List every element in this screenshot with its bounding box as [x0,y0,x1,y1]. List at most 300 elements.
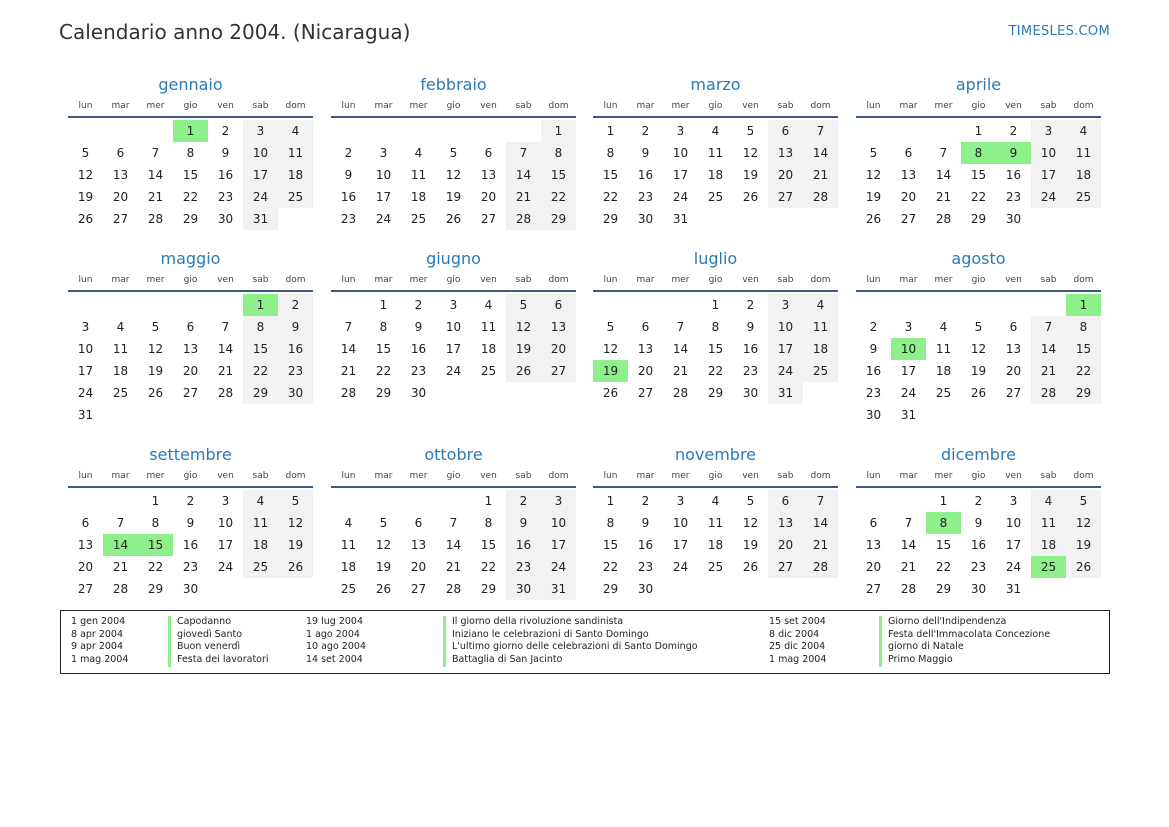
day-cell[interactable]: 4 [414,146,423,160]
day-cell[interactable]: 13 [768,512,803,534]
day-cell[interactable]: 18 [1031,534,1066,556]
day-cell[interactable]: 8 [606,146,615,160]
day-cell[interactable]: 12 [77,168,94,182]
day-cell[interactable]: 7 [344,320,353,334]
day-cell[interactable]: 28 [803,556,838,578]
day-cell[interactable]: 20 [77,560,94,574]
day-cell[interactable]: 27 [1005,386,1022,400]
day-cell[interactable]: 31 [672,212,689,226]
day-cell[interactable]: 19 [278,534,313,556]
day-cell[interactable]: 6 [484,146,493,160]
day-cell[interactable]: 22 [1066,360,1101,382]
day-cell[interactable]: 8 [151,516,160,530]
day-cell[interactable]: 22 [935,560,952,574]
day-cell[interactable]: 19 [865,190,882,204]
day-cell[interactable]: 9 [746,320,755,334]
day-cell[interactable]: 25 [707,190,724,204]
day-cell[interactable]: 4 [711,494,720,508]
day-cell[interactable]: 22 [541,186,576,208]
day-cell[interactable]: 31 [1005,582,1022,596]
day-cell[interactable]: 10 [1005,516,1022,530]
day-cell[interactable]: 3 [1031,120,1066,142]
day-cell[interactable]: 10 [375,168,392,182]
day-cell[interactable]: 19 [742,168,759,182]
day-cell[interactable]: 13 [182,342,199,356]
day-cell[interactable]: 3 [1009,494,1018,508]
day-cell[interactable]: 19 [147,364,164,378]
day-cell[interactable]: 24 [1031,186,1066,208]
day-cell[interactable]: 17 [243,164,278,186]
day-cell[interactable]: 24 [1005,560,1022,574]
brand-logo-text[interactable]: TIMESLES.COM [1008,24,1110,39]
day-cell[interactable]: 19 [506,338,541,360]
day-cell[interactable]: 9 [869,342,878,356]
day-cell[interactable]: 29 [480,582,497,596]
day-cell[interactable]: 21 [803,534,838,556]
day-cell[interactable]: 20 [182,364,199,378]
day-cell[interactable]: 3 [81,320,90,334]
day-cell[interactable]: 22 [243,360,278,382]
day-cell[interactable]: 26 [278,556,313,578]
day-cell[interactable]: 4 [116,320,125,334]
day-cell[interactable]: 19 [1066,534,1101,556]
holiday-day-cell[interactable]: 8 [961,142,996,164]
day-cell[interactable]: 9 [641,516,650,530]
day-cell[interactable]: 24 [375,212,392,226]
day-cell[interactable]: 2 [278,294,313,316]
day-cell[interactable]: 14 [803,512,838,534]
day-cell[interactable]: 29 [935,582,952,596]
day-cell[interactable]: 5 [1066,490,1101,512]
day-cell[interactable]: 12 [278,512,313,534]
day-cell[interactable]: 23 [217,190,234,204]
day-cell[interactable]: 26 [506,360,541,382]
day-cell[interactable]: 7 [221,320,230,334]
day-cell[interactable]: 28 [803,186,838,208]
day-cell[interactable]: 17 [77,364,94,378]
day-cell[interactable]: 1 [151,494,160,508]
day-cell[interactable]: 6 [768,120,803,142]
holiday-day-cell[interactable]: 8 [926,512,961,534]
day-cell[interactable]: 26 [445,212,462,226]
day-cell[interactable]: 28 [147,212,164,226]
day-cell[interactable]: 25 [935,386,952,400]
day-cell[interactable]: 14 [506,164,541,186]
day-cell[interactable]: 25 [112,386,129,400]
day-cell[interactable]: 23 [970,560,987,574]
day-cell[interactable]: 19 [742,538,759,552]
day-cell[interactable]: 11 [803,316,838,338]
day-cell[interactable]: 20 [637,364,654,378]
day-cell[interactable]: 9 [414,320,423,334]
day-cell[interactable]: 30 [742,386,759,400]
day-cell[interactable]: 23 [506,556,541,578]
day-cell[interactable]: 30 [217,212,234,226]
day-cell[interactable]: 21 [900,560,917,574]
holiday-day-cell[interactable]: 1 [1066,294,1101,316]
day-cell[interactable]: 6 [641,320,650,334]
day-cell[interactable]: 30 [506,578,541,600]
day-cell[interactable]: 24 [243,186,278,208]
holiday-day-cell[interactable]: 1 [243,294,278,316]
holiday-day-cell[interactable]: 14 [103,534,138,556]
day-cell[interactable]: 11 [278,142,313,164]
day-cell[interactable]: 30 [410,386,427,400]
day-cell[interactable]: 7 [803,490,838,512]
day-cell[interactable]: 7 [151,146,160,160]
holiday-day-cell[interactable]: 10 [891,338,926,360]
day-cell[interactable]: 17 [768,338,803,360]
day-cell[interactable]: 26 [375,582,392,596]
day-cell[interactable]: 15 [970,168,987,182]
day-cell[interactable]: 25 [1066,186,1101,208]
day-cell[interactable]: 23 [742,364,759,378]
day-cell[interactable]: 7 [939,146,948,160]
day-cell[interactable]: 8 [243,316,278,338]
day-cell[interactable]: 24 [672,190,689,204]
day-cell[interactable]: 4 [484,298,493,312]
day-cell[interactable]: 20 [1005,364,1022,378]
day-cell[interactable]: 7 [1031,316,1066,338]
day-cell[interactable]: 5 [278,490,313,512]
day-cell[interactable]: 6 [116,146,125,160]
day-cell[interactable]: 16 [637,168,654,182]
day-cell[interactable]: 23 [410,364,427,378]
day-cell[interactable]: 13 [637,342,654,356]
day-cell[interactable]: 27 [480,212,497,226]
day-cell[interactable]: 21 [935,190,952,204]
day-cell[interactable]: 2 [221,124,230,138]
day-cell[interactable]: 29 [707,386,724,400]
day-cell[interactable]: 26 [970,386,987,400]
day-cell[interactable]: 31 [243,208,278,230]
day-cell[interactable]: 11 [243,512,278,534]
day-cell[interactable]: 16 [217,168,234,182]
day-cell[interactable]: 25 [340,582,357,596]
day-cell[interactable]: 12 [445,168,462,182]
day-cell[interactable]: 28 [217,386,234,400]
day-cell[interactable]: 27 [900,212,917,226]
day-cell[interactable]: 11 [1031,512,1066,534]
day-cell[interactable]: 7 [904,516,913,530]
day-cell[interactable]: 10 [243,142,278,164]
day-cell[interactable]: 27 [865,582,882,596]
day-cell[interactable]: 1 [606,124,615,138]
day-cell[interactable]: 15 [541,164,576,186]
day-cell[interactable]: 29 [541,208,576,230]
day-cell[interactable]: 28 [900,582,917,596]
day-cell[interactable]: 29 [602,582,619,596]
day-cell[interactable]: 4 [1066,120,1101,142]
day-cell[interactable]: 5 [81,146,90,160]
day-cell[interactable]: 1 [484,494,493,508]
day-cell[interactable]: 14 [672,342,689,356]
day-cell[interactable]: 30 [278,382,313,404]
day-cell[interactable]: 27 [541,360,576,382]
day-cell[interactable]: 8 [541,142,576,164]
day-cell[interactable]: 17 [375,190,392,204]
day-cell[interactable]: 22 [375,364,392,378]
day-cell[interactable]: 21 [445,560,462,574]
day-cell[interactable]: 5 [151,320,160,334]
day-cell[interactable]: 1 [541,120,576,142]
day-cell[interactable]: 16 [865,364,882,378]
day-cell[interactable]: 7 [803,120,838,142]
day-cell[interactable]: 18 [480,342,497,356]
day-cell[interactable]: 6 [1009,320,1018,334]
day-cell[interactable]: 26 [77,212,94,226]
day-cell[interactable]: 26 [147,386,164,400]
day-cell[interactable]: 6 [414,516,423,530]
day-cell[interactable]: 14 [1031,338,1066,360]
day-cell[interactable]: 30 [637,582,654,596]
day-cell[interactable]: 5 [869,146,878,160]
day-cell[interactable]: 21 [112,560,129,574]
day-cell[interactable]: 5 [379,516,388,530]
day-cell[interactable]: 28 [340,386,357,400]
day-cell[interactable]: 17 [445,342,462,356]
day-cell[interactable]: 28 [935,212,952,226]
day-cell[interactable]: 2 [506,490,541,512]
day-cell[interactable]: 10 [672,146,689,160]
day-cell[interactable]: 12 [742,516,759,530]
day-cell[interactable]: 3 [904,320,913,334]
day-cell[interactable]: 21 [803,164,838,186]
day-cell[interactable]: 9 [221,146,230,160]
day-cell[interactable]: 10 [445,320,462,334]
day-cell[interactable]: 25 [707,560,724,574]
day-cell[interactable]: 12 [375,538,392,552]
day-cell[interactable]: 8 [484,516,493,530]
day-cell[interactable]: 10 [1031,142,1066,164]
day-cell[interactable]: 12 [147,342,164,356]
day-cell[interactable]: 27 [410,582,427,596]
day-cell[interactable]: 29 [147,582,164,596]
day-cell[interactable]: 17 [541,534,576,556]
day-cell[interactable]: 18 [803,338,838,360]
day-cell[interactable]: 29 [375,386,392,400]
day-cell[interactable]: 11 [707,146,724,160]
day-cell[interactable]: 11 [410,168,427,182]
day-cell[interactable]: 14 [147,168,164,182]
day-cell[interactable]: 4 [711,124,720,138]
day-cell[interactable]: 8 [379,320,388,334]
day-cell[interactable]: 3 [379,146,388,160]
day-cell[interactable]: 8 [711,320,720,334]
day-cell[interactable]: 16 [970,538,987,552]
day-cell[interactable]: 7 [449,516,458,530]
day-cell[interactable]: 2 [641,494,650,508]
day-cell[interactable]: 10 [217,516,234,530]
day-cell[interactable]: 27 [768,186,803,208]
day-cell[interactable]: 20 [112,190,129,204]
day-cell[interactable]: 19 [77,190,94,204]
day-cell[interactable]: 27 [77,582,94,596]
day-cell[interactable]: 31 [541,578,576,600]
day-cell[interactable]: 21 [147,190,164,204]
day-cell[interactable]: 2 [746,298,755,312]
day-cell[interactable]: 15 [602,538,619,552]
day-cell[interactable]: 27 [768,556,803,578]
day-cell[interactable]: 13 [900,168,917,182]
holiday-day-cell[interactable]: 19 [593,360,628,382]
day-cell[interactable]: 9 [506,512,541,534]
day-cell[interactable]: 23 [182,560,199,574]
day-cell[interactable]: 6 [186,320,195,334]
day-cell[interactable]: 18 [935,364,952,378]
day-cell[interactable]: 4 [243,490,278,512]
day-cell[interactable]: 13 [768,142,803,164]
day-cell[interactable]: 26 [865,212,882,226]
day-cell[interactable]: 13 [112,168,129,182]
day-cell[interactable]: 13 [865,538,882,552]
day-cell[interactable]: 18 [243,534,278,556]
day-cell[interactable]: 29 [1066,382,1101,404]
day-cell[interactable]: 11 [707,516,724,530]
day-cell[interactable]: 21 [340,364,357,378]
day-cell[interactable]: 25 [410,212,427,226]
day-cell[interactable]: 20 [768,534,803,556]
day-cell[interactable]: 14 [217,342,234,356]
day-cell[interactable]: 17 [1031,164,1066,186]
day-cell[interactable]: 22 [970,190,987,204]
day-cell[interactable]: 8 [606,516,615,530]
day-cell[interactable]: 22 [707,364,724,378]
day-cell[interactable]: 1 [711,298,720,312]
day-cell[interactable]: 29 [243,382,278,404]
day-cell[interactable]: 6 [869,516,878,530]
day-cell[interactable]: 20 [865,560,882,574]
day-cell[interactable]: 4 [939,320,948,334]
day-cell[interactable]: 18 [340,560,357,574]
day-cell[interactable]: 12 [1066,512,1101,534]
day-cell[interactable]: 10 [77,342,94,356]
day-cell[interactable]: 25 [480,364,497,378]
day-cell[interactable]: 1 [379,298,388,312]
day-cell[interactable]: 18 [410,190,427,204]
day-cell[interactable]: 20 [480,190,497,204]
day-cell[interactable]: 10 [541,512,576,534]
day-cell[interactable]: 22 [147,560,164,574]
day-cell[interactable]: 5 [506,294,541,316]
day-cell[interactable]: 27 [112,212,129,226]
day-cell[interactable]: 21 [506,186,541,208]
day-cell[interactable]: 4 [803,294,838,316]
day-cell[interactable]: 3 [243,120,278,142]
day-cell[interactable]: 16 [506,534,541,556]
day-cell[interactable]: 23 [865,386,882,400]
day-cell[interactable]: 18 [707,538,724,552]
day-cell[interactable]: 17 [672,538,689,552]
holiday-day-cell[interactable]: 15 [138,534,173,556]
day-cell[interactable]: 13 [480,168,497,182]
holiday-day-cell[interactable]: 1 [173,120,208,142]
day-cell[interactable]: 18 [278,164,313,186]
day-cell[interactable]: 27 [182,386,199,400]
day-cell[interactable]: 21 [672,364,689,378]
day-cell[interactable]: 5 [974,320,983,334]
day-cell[interactable]: 17 [900,364,917,378]
day-cell[interactable]: 25 [243,556,278,578]
day-cell[interactable]: 14 [803,142,838,164]
day-cell[interactable]: 9 [344,168,353,182]
day-cell[interactable]: 2 [974,494,983,508]
day-cell[interactable]: 24 [77,386,94,400]
day-cell[interactable]: 7 [116,516,125,530]
day-cell[interactable]: 2 [1009,124,1018,138]
day-cell[interactable]: 26 [1066,556,1101,578]
day-cell[interactable]: 28 [506,208,541,230]
day-cell[interactable]: 3 [541,490,576,512]
day-cell[interactable]: 28 [672,386,689,400]
day-cell[interactable]: 31 [900,408,917,422]
day-cell[interactable]: 9 [974,516,983,530]
day-cell[interactable]: 27 [637,386,654,400]
day-cell[interactable]: 29 [602,212,619,226]
day-cell[interactable]: 18 [112,364,129,378]
day-cell[interactable]: 20 [410,560,427,574]
day-cell[interactable]: 15 [243,338,278,360]
day-cell[interactable]: 9 [278,316,313,338]
day-cell[interactable]: 23 [637,190,654,204]
day-cell[interactable]: 25 [278,186,313,208]
day-cell[interactable]: 2 [344,146,353,160]
day-cell[interactable]: 3 [221,494,230,508]
day-cell[interactable]: 15 [707,342,724,356]
day-cell[interactable]: 12 [970,342,987,356]
day-cell[interactable]: 7 [676,320,685,334]
day-cell[interactable]: 26 [602,386,619,400]
day-cell[interactable]: 19 [375,560,392,574]
day-cell[interactable]: 8 [1066,316,1101,338]
day-cell[interactable]: 16 [1005,168,1022,182]
day-cell[interactable]: 21 [1031,360,1066,382]
day-cell[interactable]: 11 [1066,142,1101,164]
day-cell[interactable]: 17 [1005,538,1022,552]
day-cell[interactable]: 20 [900,190,917,204]
day-cell[interactable]: 2 [186,494,195,508]
day-cell[interactable]: 6 [768,490,803,512]
day-cell[interactable]: 16 [340,190,357,204]
day-cell[interactable]: 25 [803,360,838,382]
day-cell[interactable]: 15 [480,538,497,552]
day-cell[interactable]: 24 [672,560,689,574]
day-cell[interactable]: 15 [375,342,392,356]
day-cell[interactable]: 18 [1066,164,1101,186]
day-cell[interactable]: 23 [340,212,357,226]
day-cell[interactable]: 2 [414,298,423,312]
day-cell[interactable]: 24 [217,560,234,574]
day-cell[interactable]: 11 [935,342,952,356]
day-cell[interactable]: 24 [900,386,917,400]
day-cell[interactable]: 5 [746,494,755,508]
day-cell[interactable]: 11 [340,538,357,552]
day-cell[interactable]: 22 [602,560,619,574]
day-cell[interactable]: 13 [1005,342,1022,356]
holiday-day-cell[interactable]: 9 [996,142,1031,164]
day-cell[interactable]: 1 [974,124,983,138]
day-cell[interactable]: 11 [112,342,129,356]
day-cell[interactable]: 9 [641,146,650,160]
day-cell[interactable]: 5 [606,320,615,334]
day-cell[interactable]: 16 [742,342,759,356]
day-cell[interactable]: 24 [541,556,576,578]
day-cell[interactable]: 1 [606,494,615,508]
day-cell[interactable]: 9 [186,516,195,530]
day-cell[interactable]: 28 [1031,382,1066,404]
day-cell[interactable]: 17 [217,538,234,552]
day-cell[interactable]: 7 [506,142,541,164]
